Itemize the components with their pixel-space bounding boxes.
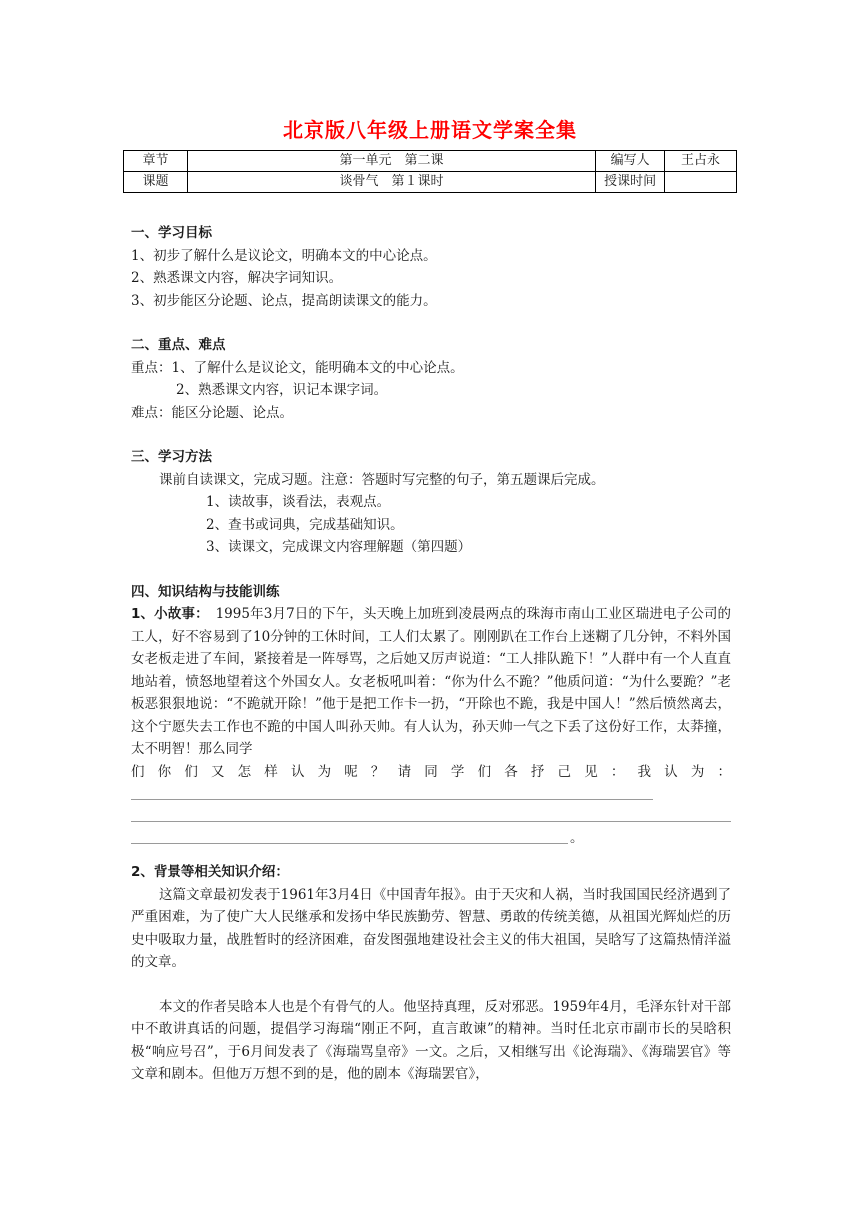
answer-end-mark: 。 (570, 830, 584, 846)
method-intro: 课前自读课文，完成习题。注意：答题时写完整的句子，第五题课后完成。 (159, 471, 605, 488)
topic-value: 谈骨气 第１课时 (187, 172, 595, 193)
lesson-info-table (123, 150, 737, 193)
section-heading-key-points: 二、重点、难点 (131, 337, 226, 353)
goal-item: 1、初步了解什么是议论文，明确本文的中心论点。 (131, 247, 437, 264)
label-teaching-time: 授课时间 (596, 172, 665, 193)
background-paragraph-1: 这篇文章最初发表于1961年3月4日《中国青年报》。由于天灾和人祸，当时我国国民经济遇到了严重困难，为了使广大人民继承和发扬中华民族勤劳、智慧、勇敢的传统美德，从祖国光辉灿烂的历史中吸取力量，战胜暂时的经济困难，奋发图强地建设社会主义的伟大祖国，吴晗写了这篇热情洋溢的文章。 (131, 886, 731, 970)
story-paragraph (131, 603, 731, 761)
teaching-time-value (665, 172, 737, 193)
method-step: 3、读课文，完成课文内容理解题（第四题） (206, 539, 472, 555)
info-row-topic (124, 172, 737, 193)
section-heading-methods: 三、学习方法 (131, 449, 212, 465)
label-chapter: 章节 (124, 151, 188, 172)
author-value: 王占永 (665, 151, 737, 172)
background-paragraph-2: 本文的作者吴晗本人也是个有骨气的人。他坚持真理，反对邪恶。1959年4月，毛泽东针对干部中不敢讲真话的问题，提倡学习海瑞“刚正不阿，直言敢谏”的精神。当时任北京市副市长的吴晗积极“响应号召”，于6月间发表了《海瑞骂皇帝》一文。之后，又相继写出《论海瑞》、《海瑞罢官》等文章和剧本。但他万万想不到的是，他的剧本《海瑞罢官》， (131, 998, 731, 1082)
document-title: 北京版八年级上册语文学案全集 (283, 118, 577, 142)
answer-line-2[interactable] (131, 805, 731, 827)
difficulty-point: 难点：能区分论题、论点。 (131, 404, 293, 421)
chapter-value: 第一单元 第二课 (187, 151, 595, 172)
label-topic: 课题 (124, 172, 188, 193)
answer-line-3[interactable] (131, 827, 731, 849)
info-row-chapter (124, 151, 737, 172)
story-label: 1、小故事： (131, 606, 202, 622)
label-author: 编写人 (596, 151, 665, 172)
section-heading-goals: 一、学习目标 (131, 225, 212, 241)
method-step: 1、读故事，谈看法，表观点。 (206, 494, 391, 510)
background-heading: 2、背景等相关知识介绍： (131, 864, 289, 880)
document-body (131, 222, 731, 1086)
method-step: 2、查书或词典，完成基础知识。 (206, 516, 404, 533)
story-text: 1995年3月7日的下午，头天晚上加班到凌晨两点的珠海市南山工业区瑞进电子公司的工人，好不容易到了10分钟的工休时间，工人们太累了。刚刚趴在工作台上迷糊了几分钟，不料外国女老板走进了车间，紧接着是一阵辱骂，之后她又厉声说道：“工人排队跪下！”人群中有一个人直直地站着，愤怒地望着这个外国女人。女老板吼叫着：“你为什么不跪？”他质问道：“为什么要跪？”老板恶狠狠地说：“不跪就开除！”他于是把工作卡一扔，“开除也不跪，我是中国人！”然后愤然离去，这个宁愿失去工作也不跪的中国人叫孙天帅。有人认为，孙天帅一气之下丢了这份好工作，太莽撞，太不明智！那么同学 (131, 606, 731, 757)
goal-item: 2、熟悉课文内容，解决字词知识。 (131, 270, 343, 286)
key-point-2: 2、熟悉课文内容，识记本课字词。 (176, 382, 388, 398)
key-point-1: 重点：1、了解什么是议论文，能明确本文的中心论点。 (131, 359, 464, 376)
section-heading-knowledge: 四、知识结构与技能训练 (131, 583, 280, 600)
answer-line-1[interactable] (131, 783, 731, 805)
goal-item: 3、初步能区分论题、论点，提高朗读课文的能力。 (131, 292, 437, 309)
story-prompt: 们你们又怎样认为呢？请同学们各抒己见：我认为： (131, 763, 731, 780)
